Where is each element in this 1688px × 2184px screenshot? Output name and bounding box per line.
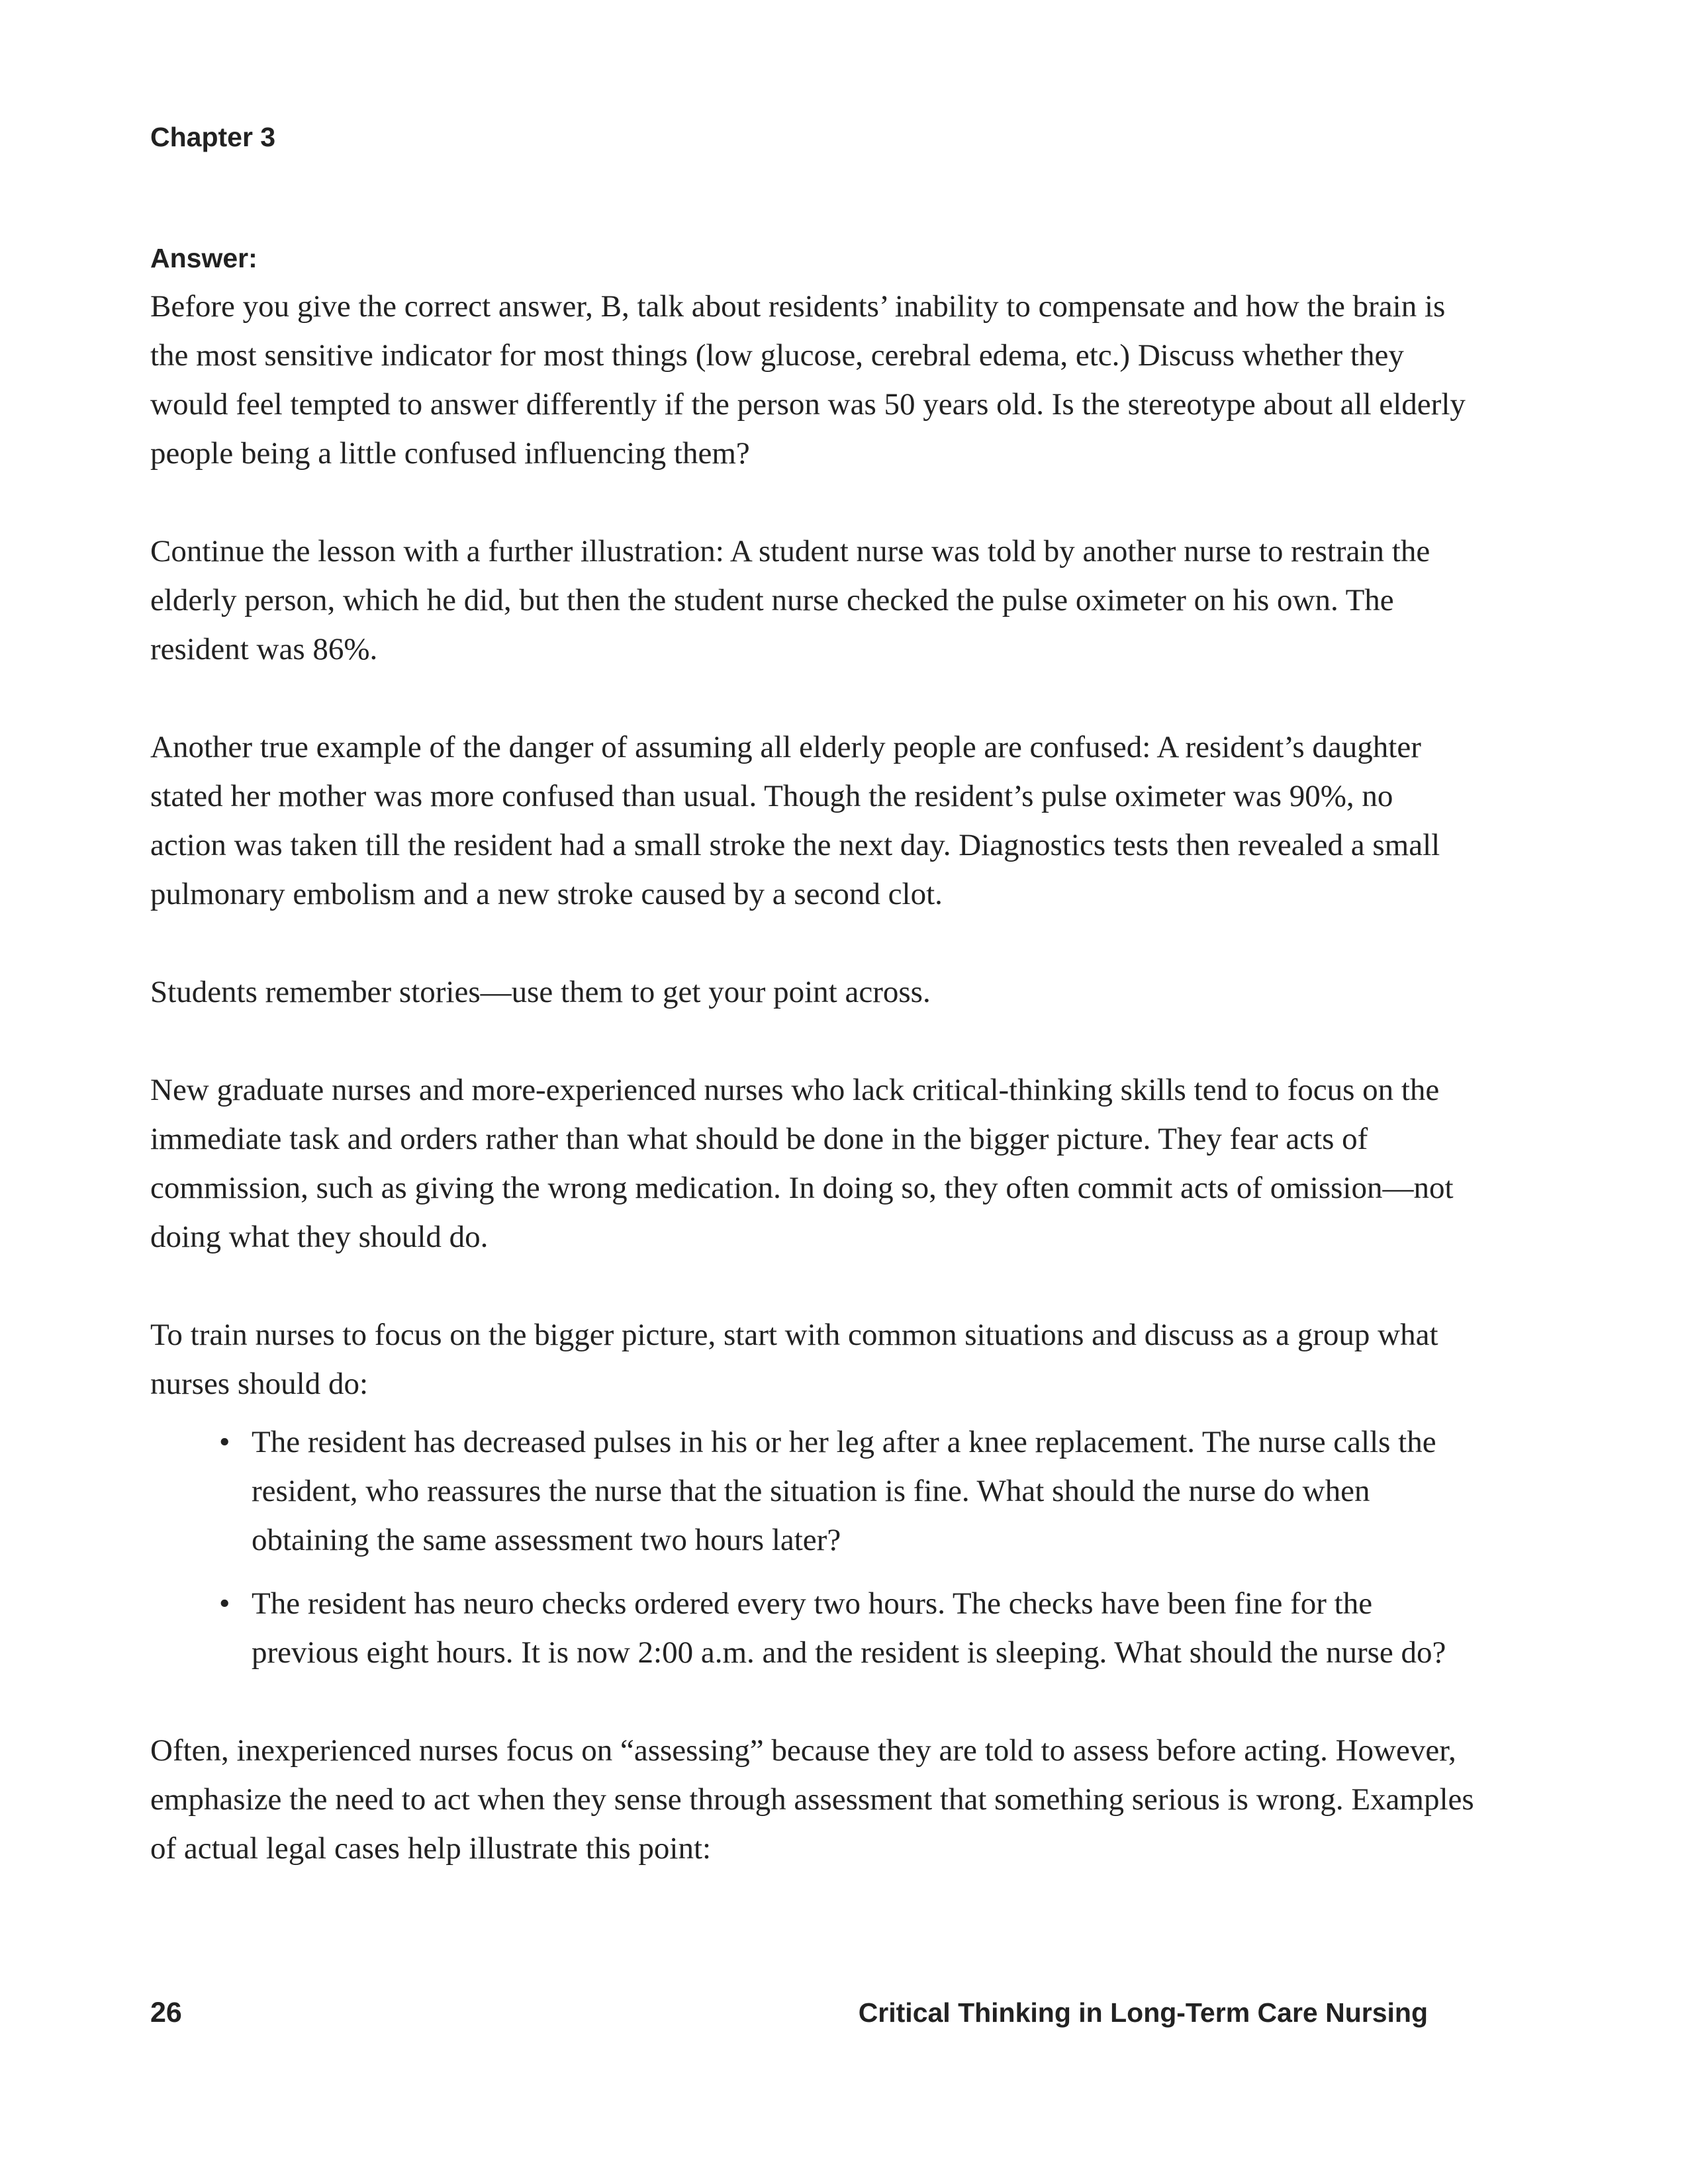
bullet-icon: • [219,1425,230,1459]
paragraph: Before you give the correct answer, B, talk about residents’ inability to compensate and how the brain is the most sensitive indicator for most things (low glucose, cerebral edema, etc.) Discuss whether they would feel tempted to answer differently if the person was 50 years old. Is the stereotype about all elderly people being a little confused influencing them? [150,289,1466,471]
closing-paragraph: Often, inexperienced nurses focus on “assessing” because they are told to assess before acting. However, emphasize the need to act when they sense through assessment that something serious is wrong. Examples of actual legal cases help illustrate this point: [150,1733,1474,1866]
paragraph: To train nurses to focus on the bigger picture, start with common situations and discuss as a group what nurses should do: [150,1318,1438,1401]
list-item [150,1418,1474,1565]
list-item-text: The resident has decreased pulses in his or her leg after a knee replacement. The nurse calls the resident, who reassures the nurse that the situation is fine. What should the nurse do when obtaining the same assessment two hours later? [252,1425,1436,1557]
answer-heading: Answer: [150,243,258,273]
page-body [150,238,1474,1922]
bullet-list [150,1418,1474,1677]
list-item-text: The resident has neuro checks ordered every two hours. The checks have been fine for the previous eight hours. It is now 2:00 a.m. and the resident is sleeping. What should the nurse do? [252,1586,1446,1670]
book-title: Critical Thinking in Long-Term Care Nursing [858,1997,1428,2028]
paragraph: New graduate nurses and more-experienced nurses who lack critical-thinking skills tend to focus on the immediate task and orders rather than what should be done in the bigger picture. They fear acts of commission, such as giving the wrong medication. In doing so, they often commit acts of omission—not doing what they should do. [150,1073,1454,1254]
paragraph: Students remember stories—use them to get your point across. [150,975,931,1009]
chapter-heading: Chapter 3 [150,122,276,152]
paragraph: Another true example of the danger of assuming all elderly people are confused: A resident’s daughter stated her mother was more confused than usual. Though the resident’s pulse oximeter was 90%, no action was taken till the resident had a small stroke the next day. Diagnostics tests then revealed a small pulmonary embolism and a new stroke caused by a second clot. [150,730,1440,911]
page-number: 26 [150,1997,182,2028]
paragraph: Continue the lesson with a further illustration: A student nurse was told by another nurse to restrain the elderly person, which he did, but then the student nurse checked the pulse oximeter on his own. The resident was 86%. [150,534,1430,666]
bullet-icon: • [219,1586,230,1621]
list-item [150,1579,1474,1677]
